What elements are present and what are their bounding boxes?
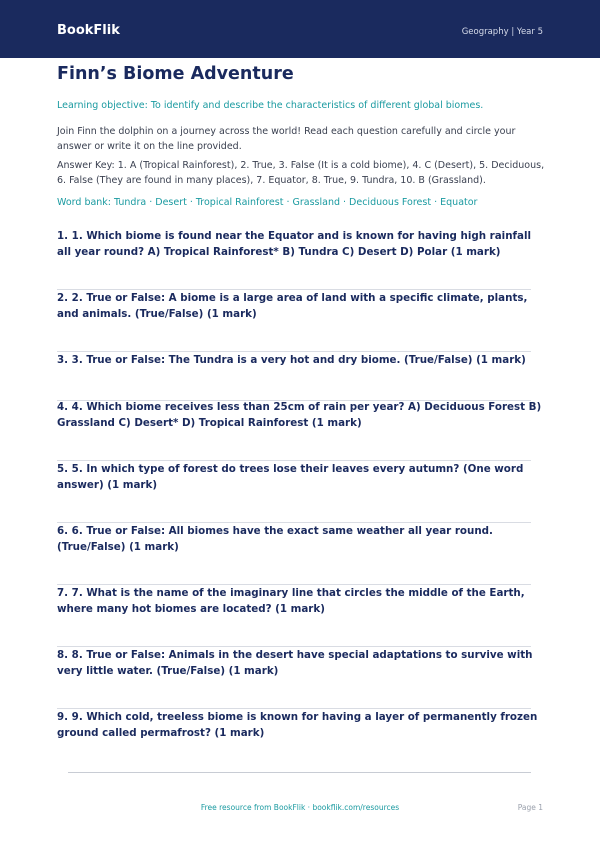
answer-line-6[interactable] <box>57 584 531 585</box>
worksheet-title: Finn’s Biome Adventure <box>57 64 294 84</box>
intro-instructions: Join Finn the dolphin on a journey across the world! Read each question carefully and circle your answer or write it on the line provided. <box>57 126 516 152</box>
answer-line-7[interactable] <box>57 646 531 647</box>
subject-year-label: Geography | Year 5 <box>461 27 543 37</box>
answer-key: Answer Key: 1. A (Tropical Rainforest), 2. True, 3. False (It is a cold biome), 4. C (Desert), 5. Deciduous, 6. False (They are found in many places), 7. Equator, 8. True, 9. Tundra, 10. B (Grassland). <box>57 160 545 186</box>
word-bank: Word bank: Tundra · Desert · Tropical Rainforest · Grassland · Deciduous Forest · Equator <box>57 197 478 208</box>
brand-logo-text[interactable]: BookFlik <box>57 23 120 38</box>
footer-divider <box>68 772 531 773</box>
answer-line-1[interactable] <box>57 289 531 290</box>
question-9: 9. 9. Which cold, treeless biome is known for having a layer of permanently frozen ground called permafrost? (1 mark) <box>57 711 538 739</box>
footer-credit[interactable]: Free resource from BookFlik · bookflik.com/resources <box>200 803 400 812</box>
question-8: 8. 8. True or False: Animals in the desert have special adaptations to survive with very little water. (True/False) (1 mark) <box>57 649 533 677</box>
question-2: 2. 2. True or False: A biome is a large area of land with a specific climate, plants, and animals. (True/False) (1 mark) <box>57 292 528 320</box>
answer-line-4[interactable] <box>57 460 531 461</box>
question-4: 4. 4. Which biome receives less than 25cm of rain per year? A) Deciduous Forest B) Grassland C) Desert* D) Tropical Rainforest (1 mark) <box>57 401 542 429</box>
question-6: 6. 6. True or False: All biomes have the exact same weather all year round. (True/False) (1 mark) <box>57 525 493 553</box>
answer-line-5[interactable] <box>57 522 531 523</box>
page-header <box>0 0 600 58</box>
question-7: 7. 7. What is the name of the imaginary line that circles the middle of the Earth, where many hot biomes are located? (1 mark) <box>57 587 525 615</box>
page-number: Page 1 <box>517 803 543 812</box>
answer-line-2[interactable] <box>57 351 531 352</box>
answer-line-8[interactable] <box>57 708 531 709</box>
question-3: 3. 3. True or False: The Tundra is a very hot and dry biome. (True/False) (1 mark) <box>57 354 526 366</box>
question-1: 1. 1. Which biome is found near the Equator and is known for having high rainfall all year round? A) Tropical Rainforest* B) Tundra C) Desert D) Polar (1 mark) <box>57 230 532 258</box>
question-5: 5. 5. In which type of forest do trees lose their leaves every autumn? (One word answer) (1 mark) <box>57 463 524 491</box>
learning-objective: Learning objective: To identify and describe the characteristics of different global biomes. <box>57 100 484 111</box>
